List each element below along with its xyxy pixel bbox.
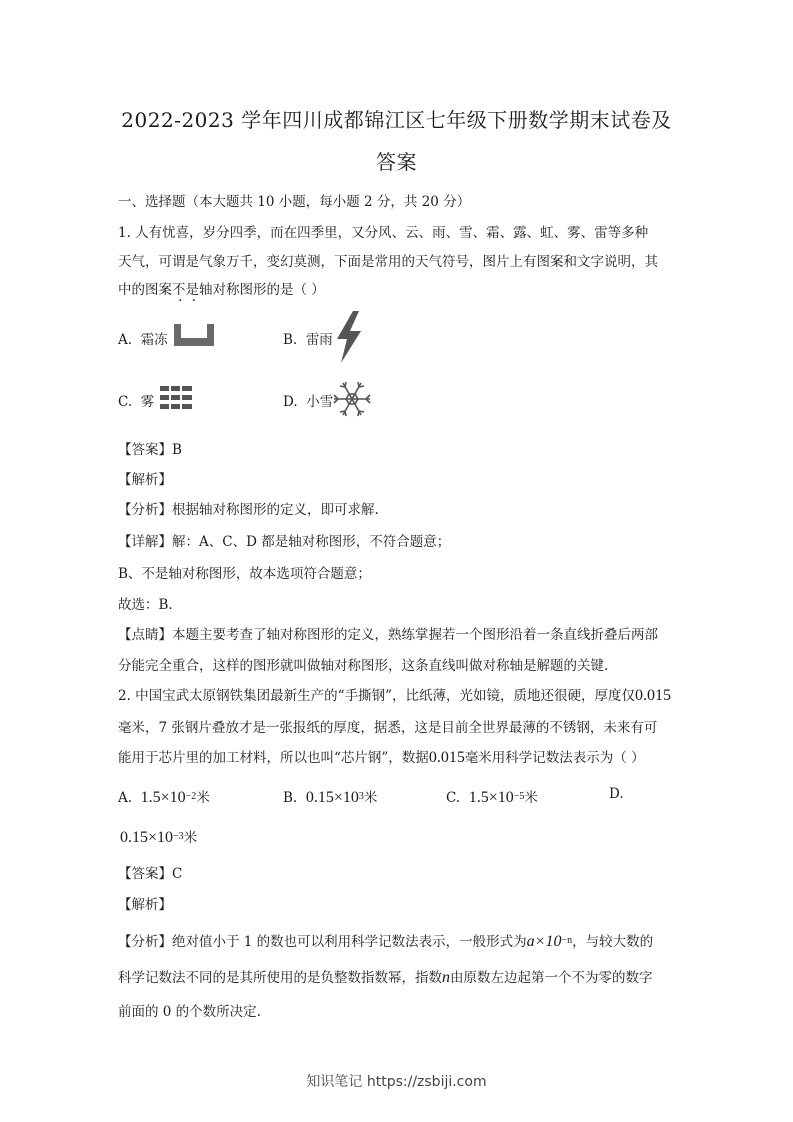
thunderstorm-lightning-icon: [333, 311, 363, 363]
q1-option-b: B. 雷雨: [283, 332, 333, 348]
section-heading: 一、选择题（本大题共 10 小题，每小题 2 分，共 20 分）: [118, 194, 471, 210]
q1-text-line1: 1. 人有忧喜，岁分四季，而在四季里，又分风、云、雨、雪、霜、露、虹、雾、雷等多种: [118, 225, 649, 241]
q2-option-b: B. $0.15\times 10^3$米: [283, 789, 378, 806]
q1-fenxi: 【分析】根据轴对称图形的定义，即可求解.: [118, 502, 379, 518]
q1-dianjing-line2: 分能完全重合，这样的图形就叫做轴对称图形，这条直线叫做对称轴是解题的关键.: [118, 658, 609, 674]
q1-xiangjie-line2: B、不是轴对称图形，故本选项符合题意；: [118, 566, 371, 582]
light-snow-snowflake-icon: [331, 380, 373, 418]
fog-symbol-icon: [160, 386, 192, 410]
q2-answer: 【答案】C: [118, 866, 183, 882]
emphasis-shi: 是: [185, 282, 199, 298]
emphasis-not: 不: [172, 282, 186, 298]
q2-analysis-heading: 【解析】: [118, 897, 172, 913]
q2-fenxi-line2: 科学记数法不同的是其所使用的是负整数指数幂，指数n由原数左边起第一个不为零的数字: [118, 969, 653, 986]
frost-symbol-icon: [174, 324, 214, 346]
q2-option-a: A. $1.5\times 10^{-2}$米: [118, 789, 210, 806]
q2-fenxi-line1: 【分析】绝对值小于 1 的数也可以利用科学记数法表示，一般形式为$a\times 10^{-n}$，与较大数的: [118, 933, 654, 950]
q1-option-d: D. 小雪: [283, 394, 334, 410]
q1-analysis-heading: 【解析】: [118, 472, 172, 488]
document-title-line2: 答案: [376, 150, 417, 174]
q1-xiangjie-line3: 故选：B.: [118, 597, 173, 613]
q2-text-line1: 2. 中国宝武太原钢铁集团最新生产的“手撕钢”，比纸薄，光如镜，质地还很硬，厚度仅0.015: [118, 687, 671, 704]
q2-option-d: $0.15\times 10^{-3}$米: [120, 829, 198, 846]
q2-fenxi-line3: 前面的 0 的个数所决定.: [118, 1004, 261, 1020]
q2-text-line3: 能用于芯片里的加工材料，所以也叫“芯片钢”，数据0.015毫米用科学记数法表示为（ ）: [118, 749, 645, 766]
q1-option-a: A. 霜冻: [118, 332, 168, 348]
q1-option-c: C. 雾: [118, 394, 155, 410]
document-title-line1: 2022-2023 学年四川成都锦江区七年级下册数学期末试卷及: [121, 108, 672, 132]
q1-xiangjie-line1: 【详解】解：A、C、D 都是轴对称图形，不符合题意；: [118, 534, 451, 550]
q1-answer: 【答案】B: [118, 442, 182, 458]
q2-option-d-letter: D.: [609, 786, 624, 802]
footer-watermark: 知识笔记 https://zsbiji.com: [306, 1074, 487, 1090]
q1-text-line3: 中的图案不是轴对称图形的是（ ）: [118, 282, 325, 298]
q2-option-c: C. $1.5\times 10^{-5}$米: [446, 789, 538, 806]
q1-dianjing-line1: 【点睛】本题主要考查了轴对称图形的定义，熟练掌握若一个图形沿着一条直线折叠后两部: [118, 627, 658, 643]
q2-text-line2: 毫米，7 张钢片叠放才是一张报纸的厚度，据悉，这是目前全世界最薄的不锈钢，未来有可: [118, 720, 658, 736]
q1-text-line2: 天气，可谓是气象万千，变幻莫测，下面是常用的天气符号，图片上有图案和文字说明，其: [118, 254, 658, 270]
